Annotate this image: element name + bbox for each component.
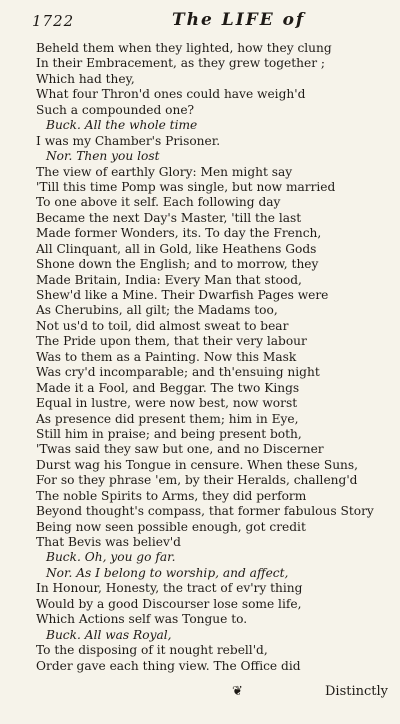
verse-line: Was cry'd incomparable; and th'ensuing night: [36, 365, 320, 380]
verse-line: Durst wag his Tongue in censure. When these Suns,: [36, 457, 359, 472]
verse-line: Order gave each thing view. The Office did: [36, 658, 301, 673]
verse-line: Beyond thought's compass, that former fabulous Story: [36, 504, 374, 519]
running-title: The LIFE of: [172, 10, 306, 30]
page-header: [0, 12, 400, 34]
verse-line: Equal in lustre, were now best, now worst: [36, 396, 298, 411]
page-footer: [0, 684, 400, 704]
verse-line: To one above it self. Each following day: [36, 195, 281, 210]
speaker-line: Buck. All the whole time: [46, 118, 198, 133]
verse-line: Made it a Fool, and Beggar. The two Kings: [36, 380, 300, 395]
verse-line: Shew'd like a Mine. Their Dwarfish Pages were: [36, 288, 329, 302]
speaker-line: Nor. As I belong to worship, and affect,: [46, 565, 289, 580]
speaker-line: Nor. Then you lost: [46, 149, 160, 164]
verse-line: In their Embracement, as they grew together ;: [36, 56, 326, 71]
verse-line: The view of earthly Glory: Men might say: [36, 164, 293, 179]
verse-line: The Pride upon them, that their very labour: [36, 334, 307, 349]
verse-line: The noble Spirits to Arms, they did perform: [36, 488, 307, 503]
verse-line: 'Twas said they saw but one, and no Discerner: [36, 442, 324, 457]
verse-line: For so they phrase 'em, by their Heralds, challeng'd: [36, 473, 358, 488]
signature-mark: ❦: [232, 684, 243, 699]
catchword: Distinctly: [324, 684, 388, 699]
verse-line: Shone down the English; and to morrow, they: [36, 257, 319, 272]
verse-line: As Cherubins, all gilt; the Madams too,: [36, 303, 278, 318]
speaker-line: Buck. Oh, you go far.: [46, 550, 176, 565]
verse-line: Which had they,: [36, 71, 135, 86]
verse-line: What four Thron'd ones could have weigh'd: [36, 87, 306, 102]
verse-line: Beheld them when they lighted, how they clung: [36, 41, 332, 55]
verse-line: Made Britain, India: Every Man that stood,: [36, 272, 302, 287]
verse-line: Such a compounded one?: [36, 102, 195, 117]
verse-line: I was my Chamber's Prisoner.: [36, 133, 221, 148]
verse-line: Being now seen possible enough, got credit: [36, 519, 306, 534]
verse-line: Was to them as a Painting. Now this Mask: [36, 349, 297, 364]
verse-line: Made former Wonders, its. To day the French,: [36, 226, 322, 241]
verse-line: Would by a good Discourser lose some life,: [36, 596, 302, 611]
verse-line: Still him in praise; and being present both,: [36, 426, 302, 441]
verse-line: Became the next Day's Master, 'till the last: [36, 210, 302, 225]
verse-line: As presence did present them; him in Eye,: [36, 411, 299, 426]
page-number: 1722: [32, 12, 75, 30]
verse-line: Not us'd to toil, did almost sweat to bear: [36, 318, 289, 333]
verse-line: 'Till this time Pomp was single, but now married: [36, 179, 336, 194]
verse-line: All Clinquant, all in Gold, like Heathens Gods: [36, 241, 317, 256]
verse-line: In Honour, Honesty, the tract of ev'ry thing: [36, 581, 303, 596]
speaker-line: Buck. All was Royal,: [46, 627, 172, 642]
verse-line: That Bevis was believ'd: [36, 535, 181, 549]
verse-line: To the disposing of it nought rebell'd,: [36, 643, 268, 658]
verse-line: Which Actions self was Tongue to.: [36, 612, 248, 627]
play-text: [36, 41, 392, 674]
